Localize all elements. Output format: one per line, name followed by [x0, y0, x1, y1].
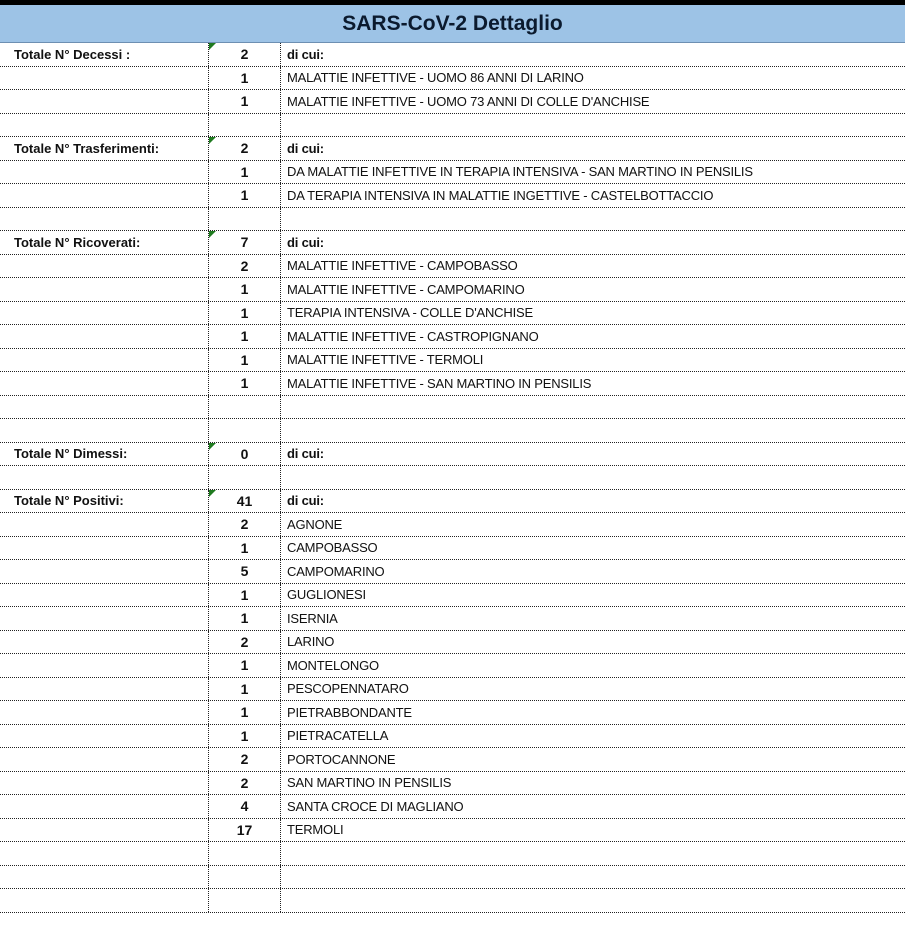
detail-cell[interactable]: MALATTIE INFETTIVE - UOMO 73 ANNI DI COLLE D'ANCHISE [280, 90, 905, 113]
row-label-cell[interactable] [0, 725, 208, 748]
table-row [0, 114, 905, 138]
table-row [0, 513, 905, 537]
detail-cell[interactable]: di cui: [280, 490, 905, 513]
spreadsheet-grid [0, 43, 905, 913]
count-cell[interactable]: 1 [208, 325, 280, 348]
count-cell[interactable]: 1 [208, 701, 280, 724]
row-label-cell[interactable] [0, 513, 208, 536]
table-row [0, 678, 905, 702]
table-row [0, 231, 905, 255]
row-label-cell[interactable]: Totale N° Decessi : [14, 46, 131, 62]
row-label-cell[interactable]: Totale N° Trasferimenti: [14, 140, 160, 156]
count-cell[interactable] [208, 866, 280, 889]
detail-cell[interactable]: ISERNIA [280, 607, 905, 630]
detail-cell[interactable]: di cui: [280, 231, 905, 254]
detail-cell[interactable]: LARINO [280, 631, 905, 654]
count-cell[interactable]: 1 [208, 161, 280, 184]
detail-cell[interactable] [280, 466, 905, 489]
count-cell[interactable]: 1 [208, 372, 280, 395]
table-row [0, 889, 905, 913]
detail-cell[interactable] [280, 866, 905, 889]
table-row [0, 43, 905, 67]
count-cell[interactable]: 4 [208, 795, 280, 818]
row-label-cell[interactable] [0, 772, 208, 795]
detail-cell[interactable]: DA TERAPIA INTENSIVA IN MALATTIE INGETTIVE - CASTELBOTTACCIO [280, 184, 905, 207]
row-label-cell[interactable] [0, 184, 208, 207]
row-label-cell[interactable] [0, 795, 208, 818]
row-label-cell[interactable]: Totale N° Ricoverati: [14, 234, 141, 250]
table-row [0, 302, 905, 326]
detail-cell[interactable]: PESCOPENNATARO [280, 678, 905, 701]
count-cell[interactable]: 2 [208, 137, 280, 160]
table-row [0, 255, 905, 279]
count-cell[interactable]: 1 [208, 349, 280, 372]
detail-cell[interactable]: MALATTIE INFETTIVE - CASTROPIGNANO [280, 325, 905, 348]
detail-cell[interactable] [280, 419, 905, 442]
detail-cell[interactable]: AGNONE [280, 513, 905, 536]
table-row [0, 654, 905, 678]
cell-error-indicator-icon [209, 231, 216, 238]
row-label-cell[interactable] [0, 654, 208, 677]
table-row [0, 607, 905, 631]
row-label-cell[interactable] [0, 114, 208, 137]
detail-cell[interactable]: PORTOCANNONE [280, 748, 905, 771]
table-row [0, 184, 905, 208]
row-label-cell[interactable] [0, 161, 208, 184]
table-row [0, 349, 905, 373]
detail-cell[interactable]: GUGLIONESI [280, 584, 905, 607]
table-row [0, 490, 905, 514]
count-cell[interactable] [208, 466, 280, 489]
row-label-cell[interactable] [0, 325, 208, 348]
count-cell[interactable]: 1 [208, 607, 280, 630]
row-label-cell[interactable] [0, 396, 208, 419]
sheet-title: SARS-CoV-2 Dettaglio [342, 11, 563, 35]
table-row [0, 725, 905, 749]
row-label-cell[interactable]: Totale N° Dimessi: [14, 446, 128, 462]
detail-cell[interactable]: di cui: [280, 443, 905, 466]
detail-cell[interactable]: TERAPIA INTENSIVA - COLLE D'ANCHISE [280, 302, 905, 325]
table-row [0, 866, 905, 890]
table-row [0, 560, 905, 584]
cell-error-indicator-icon [209, 137, 216, 144]
detail-cell[interactable]: DA MALATTIE INFETTIVE IN TERAPIA INTENSIVA - SAN MARTINO IN PENSILIS [280, 161, 905, 184]
count-cell[interactable] [208, 396, 280, 419]
count-cell[interactable]: 2 [208, 631, 280, 654]
table-row [0, 795, 905, 819]
table-row [0, 419, 905, 443]
cell-error-indicator-icon [209, 490, 216, 497]
row-label-cell[interactable] [0, 372, 208, 395]
detail-cell[interactable] [280, 396, 905, 419]
row-label-cell[interactable] [0, 748, 208, 771]
row-label-cell[interactable] [0, 678, 208, 701]
detail-cell[interactable]: MALATTIE INFETTIVE - CAMPOBASSO [280, 255, 905, 278]
table-row [0, 466, 905, 490]
detail-cell[interactable]: MALATTIE INFETTIVE - UOMO 86 ANNI DI LARINO [280, 67, 905, 90]
count-cell[interactable]: 1 [208, 725, 280, 748]
count-cell[interactable]: 2 [208, 748, 280, 771]
row-label-cell[interactable] [0, 302, 208, 325]
row-label-cell[interactable] [0, 607, 208, 630]
count-cell[interactable]: 1 [208, 90, 280, 113]
row-label-cell[interactable] [0, 466, 208, 489]
count-cell[interactable]: 1 [208, 302, 280, 325]
table-row [0, 137, 905, 161]
count-cell[interactable] [208, 889, 280, 912]
row-label-cell[interactable] [0, 255, 208, 278]
table-row [0, 90, 905, 114]
table-row [0, 372, 905, 396]
row-label-cell[interactable] [0, 560, 208, 583]
table-row [0, 819, 905, 843]
table-row [0, 161, 905, 185]
count-cell[interactable] [208, 419, 280, 442]
count-cell[interactable]: 2 [208, 772, 280, 795]
table-row [0, 67, 905, 91]
row-label-cell[interactable] [0, 67, 208, 90]
row-label-cell[interactable] [0, 90, 208, 113]
detail-cell[interactable]: PIETRACATELLA [280, 725, 905, 748]
count-cell[interactable]: 1 [208, 584, 280, 607]
count-cell[interactable]: 2 [208, 255, 280, 278]
detail-cell[interactable] [280, 842, 905, 865]
count-cell[interactable] [208, 842, 280, 865]
count-cell[interactable] [208, 208, 280, 231]
row-label-cell[interactable] [0, 584, 208, 607]
row-label-cell[interactable] [0, 631, 208, 654]
detail-cell[interactable]: CAMPOMARINO [280, 560, 905, 583]
count-cell[interactable]: 1 [208, 678, 280, 701]
count-cell[interactable]: 41 [208, 490, 280, 513]
count-cell[interactable]: 7 [208, 231, 280, 254]
count-cell[interactable]: 1 [208, 67, 280, 90]
detail-cell[interactable] [280, 889, 905, 912]
row-label-cell[interactable] [0, 866, 208, 889]
table-row [0, 325, 905, 349]
row-label-cell[interactable] [0, 537, 208, 560]
detail-cell[interactable]: MALATTIE INFETTIVE - SAN MARTINO IN PENSILIS [280, 372, 905, 395]
detail-cell[interactable]: di cui: [280, 137, 905, 160]
row-label-cell[interactable] [0, 278, 208, 301]
row-label-cell[interactable] [0, 208, 208, 231]
detail-cell[interactable] [280, 208, 905, 231]
count-cell[interactable]: 0 [208, 443, 280, 466]
count-cell[interactable]: 17 [208, 819, 280, 842]
table-row [0, 701, 905, 725]
row-label-cell[interactable]: Totale N° Positivi: [14, 493, 124, 509]
table-row [0, 396, 905, 420]
count-cell[interactable] [208, 114, 280, 137]
table-row [0, 631, 905, 655]
cell-error-indicator-icon [209, 43, 216, 50]
detail-cell[interactable]: CAMPOBASSO [280, 537, 905, 560]
table-row [0, 772, 905, 796]
detail-cell[interactable]: MALATTIE INFETTIVE - CAMPOMARINO [280, 278, 905, 301]
table-row [0, 208, 905, 232]
row-label-cell[interactable] [0, 842, 208, 865]
detail-cell[interactable]: di cui: [280, 43, 905, 66]
count-cell[interactable]: 1 [208, 278, 280, 301]
row-label-cell[interactable] [0, 819, 208, 842]
count-cell[interactable]: 5 [208, 560, 280, 583]
count-cell[interactable]: 1 [208, 537, 280, 560]
detail-cell[interactable]: SANTA CROCE DI MAGLIANO [280, 795, 905, 818]
row-label-cell[interactable] [0, 419, 208, 442]
table-row [0, 842, 905, 866]
table-row [0, 443, 905, 467]
detail-cell[interactable]: TERMOLI [280, 819, 905, 842]
detail-cell[interactable]: SAN MARTINO IN PENSILIS [280, 772, 905, 795]
count-cell[interactable]: 2 [208, 513, 280, 536]
detail-cell[interactable]: MONTELONGO [280, 654, 905, 677]
table-row [0, 278, 905, 302]
count-cell[interactable]: 1 [208, 654, 280, 677]
table-row [0, 584, 905, 608]
table-row [0, 537, 905, 561]
sheet-title-bar [0, 5, 905, 43]
row-label-cell[interactable] [0, 701, 208, 724]
detail-cell[interactable]: PIETRABBONDANTE [280, 701, 905, 724]
table-row [0, 748, 905, 772]
detail-cell[interactable]: MALATTIE INFETTIVE - TERMOLI [280, 349, 905, 372]
detail-cell[interactable] [280, 114, 905, 137]
row-label-cell[interactable] [0, 889, 208, 912]
row-label-cell[interactable] [0, 349, 208, 372]
cell-error-indicator-icon [209, 443, 216, 450]
count-cell[interactable]: 1 [208, 184, 280, 207]
count-cell[interactable]: 2 [208, 43, 280, 66]
